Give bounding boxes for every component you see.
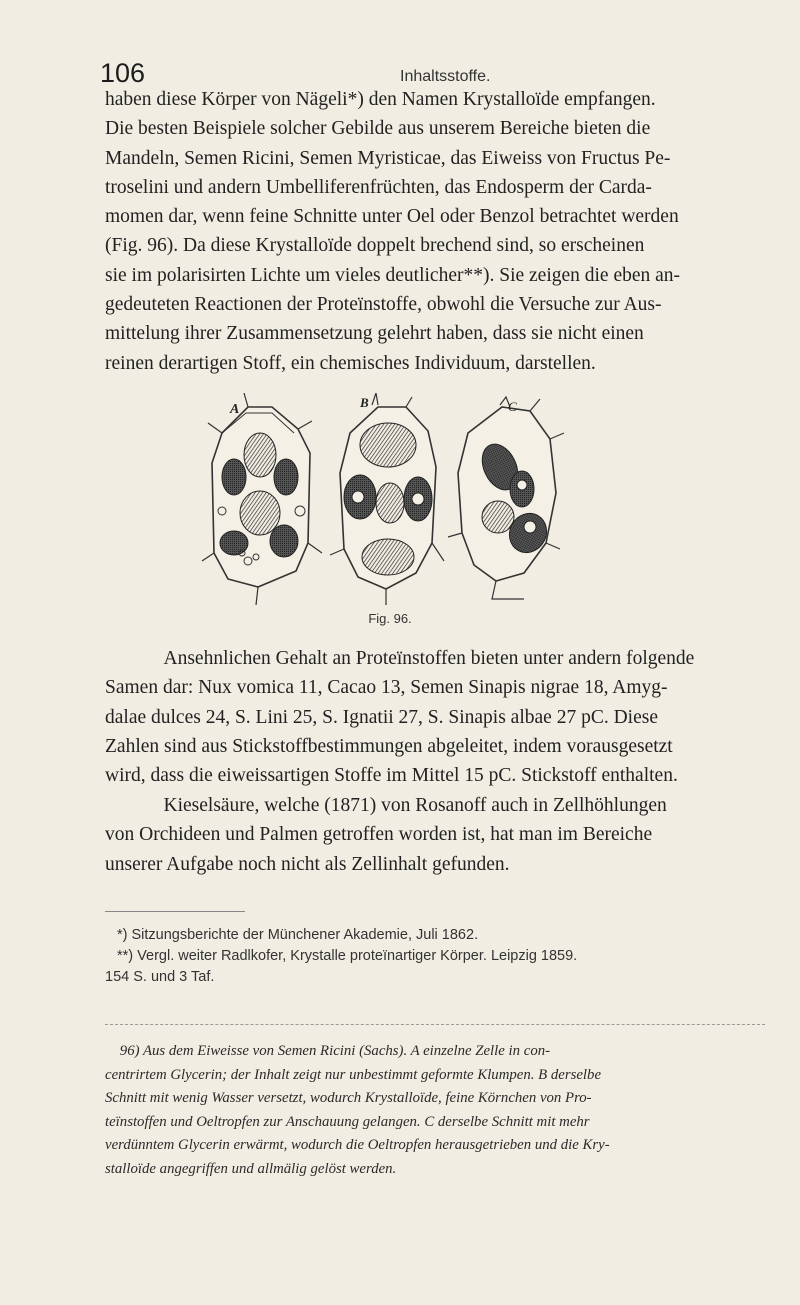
text-line: Mandeln, Semen Ricini, Semen Myristicae, das Eiweiss von Fructus Pe- bbox=[105, 147, 671, 169]
text-line: (Fig. 96). Da diese Krystalloïde doppelt brechend sind, so erscheinen bbox=[105, 235, 645, 257]
text-line: troselini und andern Umbelliferenfrüchten, das Endosperm der Carda- bbox=[105, 176, 652, 198]
legend-line: stalloïde angegriffen und allmälig gelöst werden. bbox=[105, 1160, 397, 1177]
figure-96 bbox=[200, 393, 580, 643]
footnote-2: **) Vergl. weiter Radlkofer, Krystalle proteïnartiger Körper. Leipzig 1859. bbox=[117, 948, 578, 964]
figure-label-c: C bbox=[508, 399, 517, 414]
text-line: wird, dass die eiweissartigen Stoffe im Mittel 15 pC. Stickstoff enthalten. bbox=[105, 765, 678, 787]
text-line: Kieselsäure, welche (1871) von Rosanoff auch in Zellhöhlungen bbox=[163, 795, 667, 816]
paragraph-kieselsaeure bbox=[105, 791, 765, 879]
cell-a bbox=[202, 393, 322, 605]
figure-label-a: A bbox=[230, 402, 240, 417]
legend-line: 96) Aus dem Eiweisse von Semen Ricini (Sachs). A einzelne Zelle in con- bbox=[119, 1043, 551, 1059]
text-line: sie im polarisirten Lichte um vieles deutlicher**). Sie zeigen die eben an- bbox=[105, 264, 681, 286]
text-line: mittelung ihrer Zusammensetzung gelehrt haben, dass sie nicht einen bbox=[105, 323, 644, 345]
text-line: dalae dulces 24, S. Lini 25, S. Ignatii 27, S. Sinapis albae 27 pC. Diese bbox=[105, 706, 658, 728]
text-line: Ansehnlichen Gehalt an Proteïnstoffen bieten unter andern folgende bbox=[163, 648, 695, 669]
text-line: Die besten Beispiele solcher Gebilde aus unserem Bereiche bieten die bbox=[105, 118, 651, 140]
figure-legend bbox=[105, 1040, 765, 1181]
text-line: von Orchideen und Palmen getroffen worden ist, hat man im Bereiche bbox=[105, 824, 653, 846]
cell-c bbox=[448, 397, 564, 599]
figure-caption: Fig. 96. bbox=[368, 611, 412, 626]
text-line: reinen derartigen Stoff, ein chemisches Individuum, darstellen. bbox=[105, 352, 596, 374]
paragraph-krystalloide bbox=[105, 85, 765, 378]
text-line: haben diese Körper von Nägeli*) den Namen Krystalloïde empfangen. bbox=[105, 89, 656, 110]
legend-rule bbox=[105, 1024, 765, 1025]
page-number: 106 bbox=[100, 58, 146, 88]
footnotes bbox=[105, 925, 765, 988]
text-line: momen dar, wenn feine Schnitte unter Oel oder Benzol betrachtet werden bbox=[105, 206, 679, 228]
running-head: Inhaltsstoffe. bbox=[400, 68, 491, 85]
legend-line: verdünntem Glycerin erwärmt, wodurch die Oeltropfen herausgetrieben und die Kry- bbox=[105, 1137, 610, 1153]
legend-line: teïnstoffen und Oeltropfen zur Anschauung gelangen. C derselbe Schnitt mit mehr bbox=[105, 1113, 590, 1130]
footnote-rule bbox=[105, 911, 245, 912]
cell-illustration bbox=[200, 393, 580, 608]
legend-line: centrirtem Glycerin; der Inhalt zeigt nur unbestimmt geformte Klumpen. B derselbe bbox=[105, 1066, 602, 1083]
text-line: unserer Aufgabe noch nicht als Zellinhalt gefunden. bbox=[105, 853, 510, 875]
cell-b bbox=[330, 393, 444, 605]
figure-label-b: B bbox=[360, 395, 369, 410]
text-line: gedeuteten Reactionen der Proteïnstoffe, obwohl die Versuche zur Aus- bbox=[105, 294, 662, 316]
text-line: Zahlen sind aus Stickstoffbestimmungen abgeleitet, indem vorausgesetzt bbox=[105, 735, 673, 757]
text-line: Samen dar: Nux vomica 11, Cacao 13, Semen Sinapis nigrae 18, Amyg- bbox=[105, 677, 668, 699]
footnote-2-continued: 154 S. und 3 Taf. bbox=[105, 969, 215, 985]
footnote-1: *) Sitzungsberichte der Münchener Akademie, Juli 1862. bbox=[117, 927, 479, 943]
legend-line: Schnitt mit wenig Wasser versetzt, wodurch Krystalloïde, feine Körnchen von Pro- bbox=[105, 1090, 592, 1106]
paragraph-proteinstoffe bbox=[105, 644, 765, 790]
